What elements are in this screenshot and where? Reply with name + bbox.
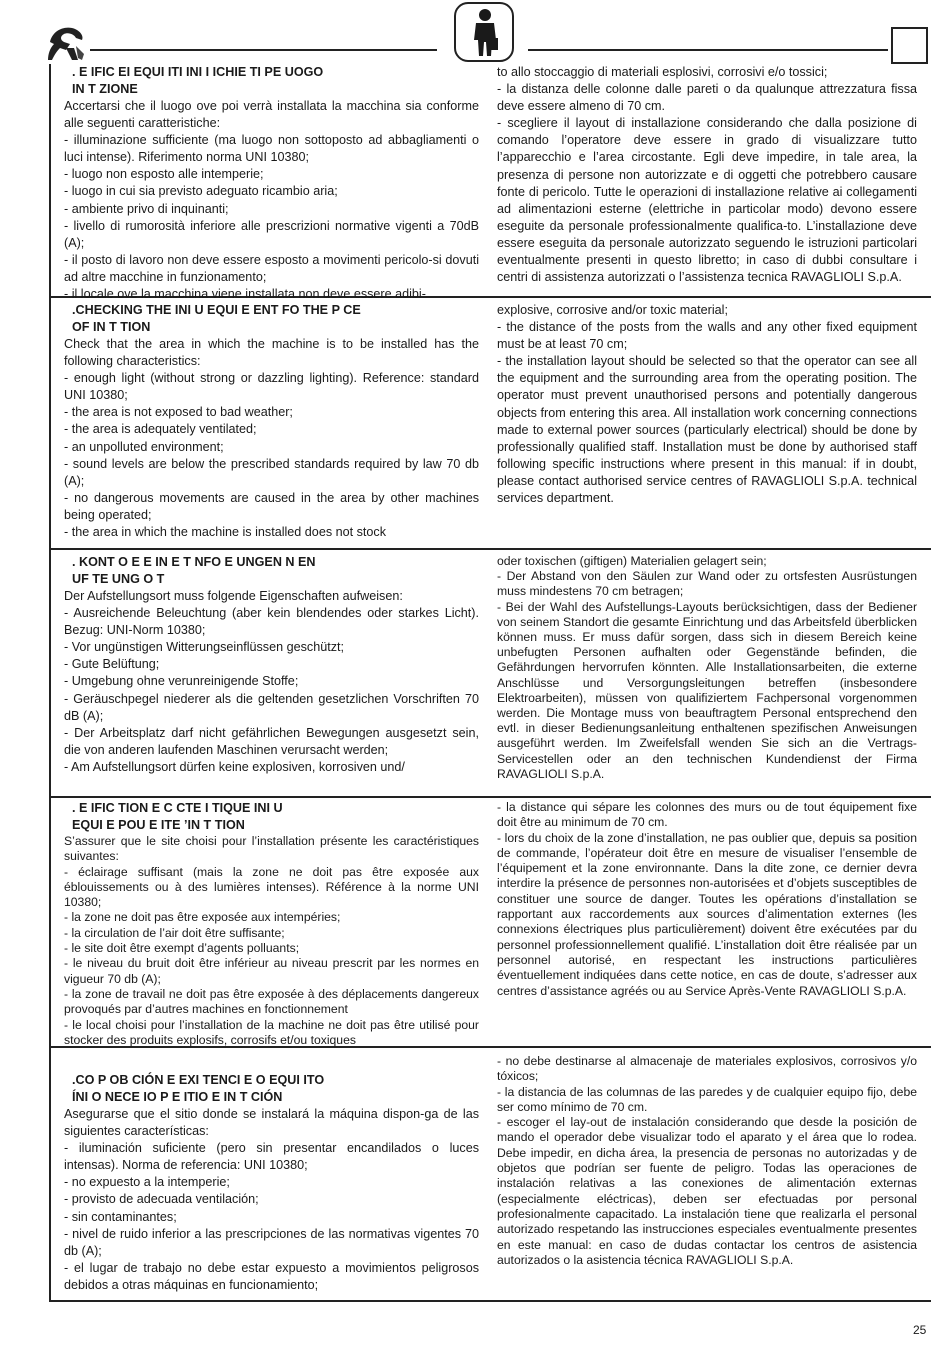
section-german (51, 550, 931, 798)
list-item: - the area is adequately ventilated; (64, 422, 257, 437)
list-item: - il posto di lavoro non deve essere esposto a movimenti pericolo-si dovuti ad altre macchine in funzionamento; (64, 252, 479, 284)
list-item: - luogo in cui sia previsto adeguato ricambio aria; (64, 184, 338, 199)
list-item: - Der Abstand von den Säulen zur Wand oder zu ortsfesten Ausrüstungen muss mindestens 70 cm betragen; (497, 569, 917, 599)
section-right-column (491, 64, 931, 296)
paragraph: explosive, corrosive and/or toxic material; (497, 303, 728, 317)
list-item: - la zone ne doit pas être exposée aux intempéries; (64, 910, 341, 925)
section-heading-line2: ÍNI O NECE IO P E ITIO E IN T CIÓN (72, 1090, 283, 1104)
list-item: - Bei der Wahl des Aufstellungs-Layouts berücksichtigen, dass der Bediener von seinem Standort die gesamte Einrichtung und das Arbeitsfeld überblicken können muss. Er muss dafür sorgen, dass sich in diesem Bereich keine unbefugten Personen aufhalten oder Gegenstände befinden, die Gefährdungen hervorrufen könnten. Alle Installationsarbeiten, die externe Anschlüsse und Versorgungsleitungen betreffen (insbesondere Elektroarbeiten), müssen von qualifiziertem Fachpersonal vorgenommen werden. Die Montage muss von beauftragtem Personal entsprechend den evtl. in dieser Bedienungsanleitung enthaltenen spezifischen Anweisungen ausgeführt werden. Im Zweifelsfall wenden Sie sich an die Vertrags-Servicestellen oder an den technischen Kundendienst der Firma RAVAGLIOLI S.p.A. (497, 599, 917, 781)
section-heading: . KONT O E E IN E T NFO E UNGEN N EN (72, 555, 316, 569)
section-left-column (51, 302, 491, 548)
list-item: - Am Aufstellungsort dürfen keine explosiven, korrosiven und/ (64, 759, 405, 774)
paragraph: S’assurer que le site choisi pour l’installation présente les caractéristiques suivantes: (64, 834, 479, 864)
list-item: - ambiente privo di inquinanti; (64, 201, 229, 216)
section-heading-line2: UF TE UNG O T (72, 572, 165, 586)
list-item: - le local choisi pour l’installation de la machine ne doit pas être utilisé pour stocker des produits explosifs, corrosifs et/ou toxiques (64, 1017, 479, 1047)
list-item: - éclairage suffisant (mais la zone ne doit pas être exposée aux éblouissements ou à des lumières intenses). Référence à la norme UNI 10380; (64, 864, 479, 910)
section-left-column (51, 64, 491, 302)
list-item: - livello di rumorosità inferiore alle prescrizioni normative vigenti a 70dB (A); (64, 218, 479, 250)
paragraph: Der Aufstellungsort muss folgende Eigenschaften aufweisen: (64, 589, 403, 603)
list-item: - iluminación suficiente (pero sin presentar encandilados o luces intensas). Norma de referencia: UNI 10380; (64, 1141, 479, 1173)
list-item: - the installation layout should be selected so that the operator can see all the equipment and the surrounding area from the operating position. The operator must prevent unauthorised persons and potentially dangerous objects from entering this area. All installation work concerning connections made to external power sources (particularly electrical) should be done by professionally qualified staff. Installation must be done by authorised staff following specific instructions where present in this manual: if in doubt, please contact authorised service centres of RAVAGLIOLI S.p.A. technical services department. (497, 354, 917, 506)
list-item: - la distancia de las columnas de las paredes y de cualquier equipo fijo, debe ser como mínimo de 70 cm. (497, 1084, 917, 1114)
section-heading-line2: IN T ZIONE (72, 82, 138, 96)
section-right-column (491, 554, 931, 796)
list-item: - the area is not exposed to bad weather; (64, 405, 293, 420)
paragraph: to allo stoccaggio di materiali esplosivi, corrosivi e/o tossici; (497, 65, 828, 79)
list-item: - el lugar de trabajo no debe estar expuesto a movimientos peligrosos debidos a otras máquinas en funcionamiento; (64, 1260, 479, 1292)
list-item: - enough light (without strong or dazzling lighting). Reference: standard UNI 10380; (64, 371, 479, 403)
list-item: - la distanza delle colonne dalle pareti o da qualunque attrezzatura fissa deve essere almeno di 70 cm. (497, 82, 917, 114)
section-right-column (491, 302, 931, 548)
paragraph: oder toxischen (giftigen) Materialien gelagert sein; (497, 554, 767, 568)
list-item: - le niveau du bruit doit être inférieur au niveau prescrit par les normes en vigueur 70 db (A); (64, 956, 479, 986)
operator-person-icon (454, 2, 514, 62)
list-item: - illuminazione sufficiente (ma luogo non sottoposto ad abbagliamenti o luci intense). Riferimento norma UNI 10380; (64, 133, 479, 165)
header-rule-right (528, 49, 888, 51)
list-item: - scegliere il layout di installazione considerando che dalla posizione di comando l’operatore deve essere in grado di visualizzare tutto l’apparecchio e l’area circostante. Egli deve impedire, in tale area, la presenza di persone non autorizzate e di oggetti che potrebbero causare fonte di pericolo. Tutte le operazioni di installazione relative ai collegamenti ad alimentazioni esterne (elettriche in particolar modo) devono essere eseguite da personale professionalmente qualifica-to. L’installazione deve essere eseguita da personale autorizzato seguendo le istruzioni particolari eventualmente presenti in questo libretto; in caso di dubbi consultare i centri di assistenza autorizzati o l’assistenza tecnica RAVAGLIOLI S.p.A. (497, 116, 917, 285)
ravaglioli-logo-icon (46, 24, 88, 62)
list-item: - provisto de adecuada ventilación; (64, 1192, 259, 1207)
list-item: - la distance qui sépare les colonnes des murs ou de tout équipement fixe doit être au minimum de 70 cm. (497, 800, 917, 830)
section-heading: . E IFIC EI EQUI ITI INI I ICHIE TI PE UOGO (72, 65, 324, 79)
section-heading: .CHECKING THE INI U EQUI E ENT FO THE P CE (72, 303, 361, 317)
list-item: - la zone de travail ne doit pas être exposée à des déplacements dangereux provoqués par d’autres machines en fonctionnement (64, 986, 479, 1017)
page-number: 25 (913, 1323, 927, 1337)
section-spanish (51, 1048, 931, 1302)
list-item: - luogo non esposto alle intemperie; (64, 167, 264, 182)
section-left-column (51, 1054, 491, 1300)
list-item: - Geräuschpegel niederer als die geltenden gesetzlichen Vorschriften 70 dB (A); (64, 691, 479, 723)
header-rule-left (90, 49, 437, 51)
list-item: - Gute Belüftung; (64, 657, 160, 672)
section-left-column (51, 554, 491, 796)
list-item: - lors du choix de la zone d’installation, ne pas oublier que, depuis sa position de commande, l’opérateur doit être en mesure de visualiser l’ensemble de l’équipement et la zone environnante. Dans la dite zone, ce dernier devra interdire la présence de personnes non-autorisées et d’objets susceptibles de constituer une source de danger. Toutes les opérations d’installation se rapportant aux raccordements aux sources d’alimentation externes (les connexions électriques plus particulièrement) doivent être exécutées par du personnel professionnellement qualifié. L’installation doit être réalisée par un personnel autorisé, en respectant les instructions particulières éventuellement indiquées dans cette notice, en cas de doute, s’adresser aux centres d’assistance agréés ou au Service Après-Vente RAVAGLIOLI S.p.A. (497, 830, 917, 998)
section-heading: .CO P OB CIÓN E EXI TENCI E O EQUI ITO (72, 1073, 325, 1087)
header-empty-box (891, 27, 928, 64)
list-item: - Vor ungünstigen Witterungseinflüssen geschützt; (64, 640, 345, 655)
list-item: - an unpolluted environment; (64, 439, 224, 454)
list-item: - le site doit être exempt d’agents polluants; (64, 941, 300, 956)
list-item: - no dangerous movements are caused in the area by other machines being operated; (64, 490, 479, 522)
section-italian (51, 64, 931, 302)
list-item: - Umgebung ohne verunreinigende Stoffe; (64, 674, 299, 689)
section-french (51, 798, 931, 1048)
list-item: - Der Arbeitsplatz darf nicht gefährlichen Bewegungen ausgesetzt sein, die von anderen laufenden Maschinen verursacht werden; (64, 725, 479, 757)
paragraph: Accertarsi che il luogo ove poi verrà installata la macchina sia conforme alle seguenti caratteristiche: (64, 99, 479, 131)
list-item: - the area in which the machine is installed does not stock (64, 525, 387, 540)
list-item: - nivel de ruido inferior a las prescripciones de las normativas vigentes 70 db (A); (64, 1226, 479, 1258)
list-item: - sin contaminantes; (64, 1209, 177, 1224)
list-item: - the distance of the posts from the walls and any other fixed equipment must be at least 70 cm; (497, 320, 917, 352)
list-item: - escoger el lay-out de instalación considerando que desde la posición de mando el operador debe visualizar todo el aparato y el área que lo rodea. Debe impedir, en dicha área, la presencia de personas no autorizadas y de objetos que podrían ser fuente de peligro. Todas las operaciones de instalación relativas a las conexiones de alimentación externas (especialmente eléctricas), deben ser efectuadas por personal profesionalmente capacitado. La instalación tiene que realizarla el personal autorizado respetando las instrucciones especiales eventualmente presentes en este manual: en caso de dudas contactar los centros de asistencia autorizados o la asistencia técnica RAVAGLIOLI S.p.A. (497, 1115, 917, 1267)
section-heading-line2: OF IN T TION (72, 320, 151, 334)
paragraph: Check that the area in which the machine is to be installed has the following characteristics: (64, 337, 479, 369)
page-header (0, 0, 950, 70)
section-right-column (491, 800, 931, 1046)
list-item: - la circulation de l’air doit être suffisante; (64, 925, 285, 940)
list-item: - no expuesto a la intemperie; (64, 1175, 230, 1190)
list-item: - sound levels are below the prescribed standards required by law 70 db (A); (64, 456, 479, 488)
list-item: - Ausreichende Beleuchtung (aber kein blendendes oder starkes Licht). Bezug: UNI-Norm 10380; (64, 606, 479, 638)
list-item: - no debe destinarse al almacenaje de materiales explosivos, corrosivos y/o tóxicos; (497, 1054, 917, 1084)
section-heading: . E IFIC TION E C CTE I TIQUE INI U (72, 801, 283, 815)
section-english (51, 298, 931, 550)
section-heading-line2: EQUI E POU E ITE ’IN T TION (72, 818, 245, 832)
instruction-sections (49, 64, 931, 1302)
section-left-column (51, 800, 491, 1046)
list-item: - il locale ove la macchina viene installata non deve essere adibi- (64, 287, 426, 302)
section-right-column (491, 1054, 931, 1300)
paragraph: Asegurarse que el sitio donde se instalará la máquina dispon-ga de las siguientes características: (64, 1107, 479, 1139)
